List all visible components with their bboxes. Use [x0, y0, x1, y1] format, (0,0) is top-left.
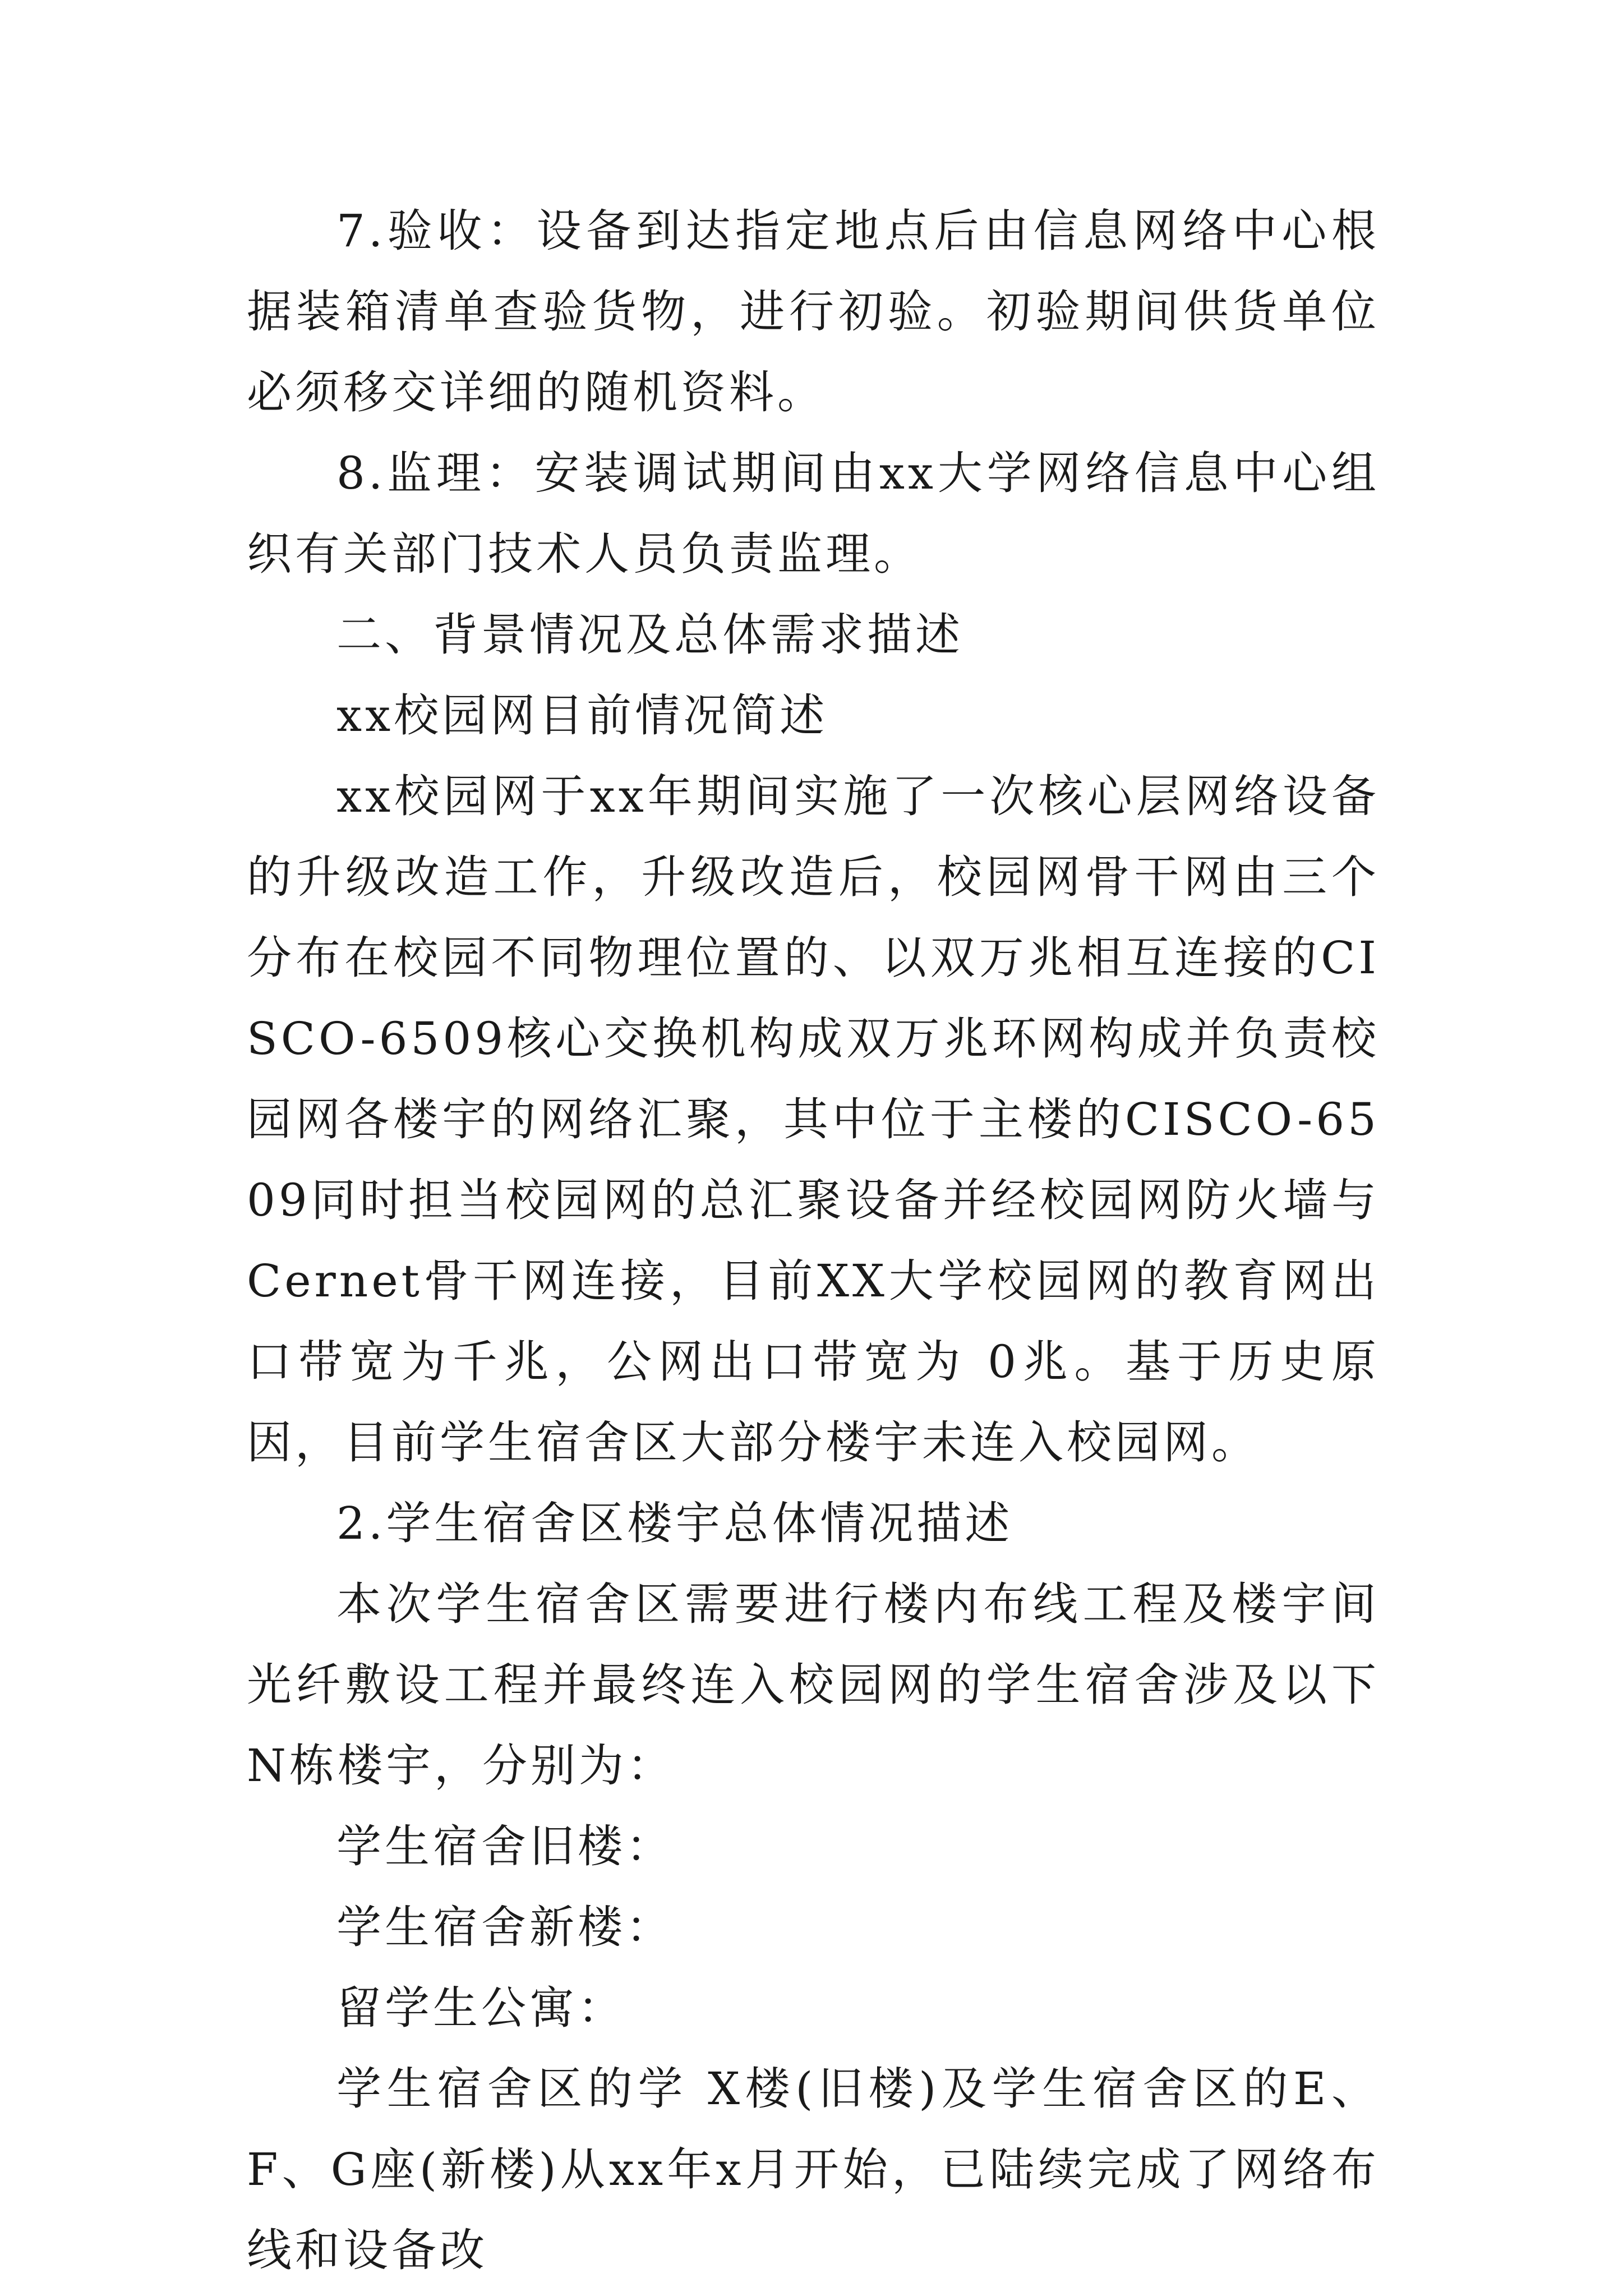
paragraph-supervision: 8.监理：安装调试期间由xx大学网络信息中心组织有关部门技术人员负责监理。	[247, 447, 1380, 580]
document-body	[247, 191, 1380, 2291]
paragraph-dormitory-progress: 学生宿舍区的学 X楼(旧楼)及学生宿舍区的E、F、G座(新楼)从xx年x月开始，已陆续完成了网络布线和设备改	[247, 2063, 1380, 2276]
list-item-intl-apartment: 留学生公寓：	[336, 1982, 626, 2034]
section-heading-background: 二、背景情况及总体需求描述	[336, 609, 963, 661]
subheading-campus-network: xx校园网目前情况简述	[336, 689, 828, 742]
subheading-dormitory: 2.学生宿舍区楼宇总体情况描述	[336, 1497, 1013, 1549]
paragraph-dormitory-scope: 本次学生宿舍区需要进行楼内布线工程及楼宇间光纤敷设工程并最终连入校园网的学生宿舍涉及以下N栋楼宇，分别为：	[247, 1578, 1380, 1792]
list-item-new-dorm: 学生宿舍新楼：	[336, 1901, 674, 1953]
paragraph-campus-network: xx校园网于xx年期间实施了一次核心层网络设备的升级改造工作，升级改造后，校园网骨干网由三个分布在校园不同物理位置的、以双万兆相互连接的CISCO-6509核心交换机构成双万兆环网构成并负责校园网各楼宇的网络汇聚，其中位于主楼的CISCO-6509同时担当校园网的总汇聚设备并经校园网防火墙与Cernet骨干网连接，目前XX大学校园网的教育网出口带宽为千兆，公网出口带宽为 0兆。基于历史原因，目前学生宿舍区大部分楼宇未连入校园网。	[247, 770, 1380, 1469]
paragraph-acceptance: 7.验收：设备到达指定地点后由信息网络中心根据装箱清单查验货物，进行初验。初验期间供货单位必须移交详细的随机资料。	[247, 205, 1380, 418]
list-item-old-dorm: 学生宿舍旧楼：	[336, 1820, 674, 1872]
